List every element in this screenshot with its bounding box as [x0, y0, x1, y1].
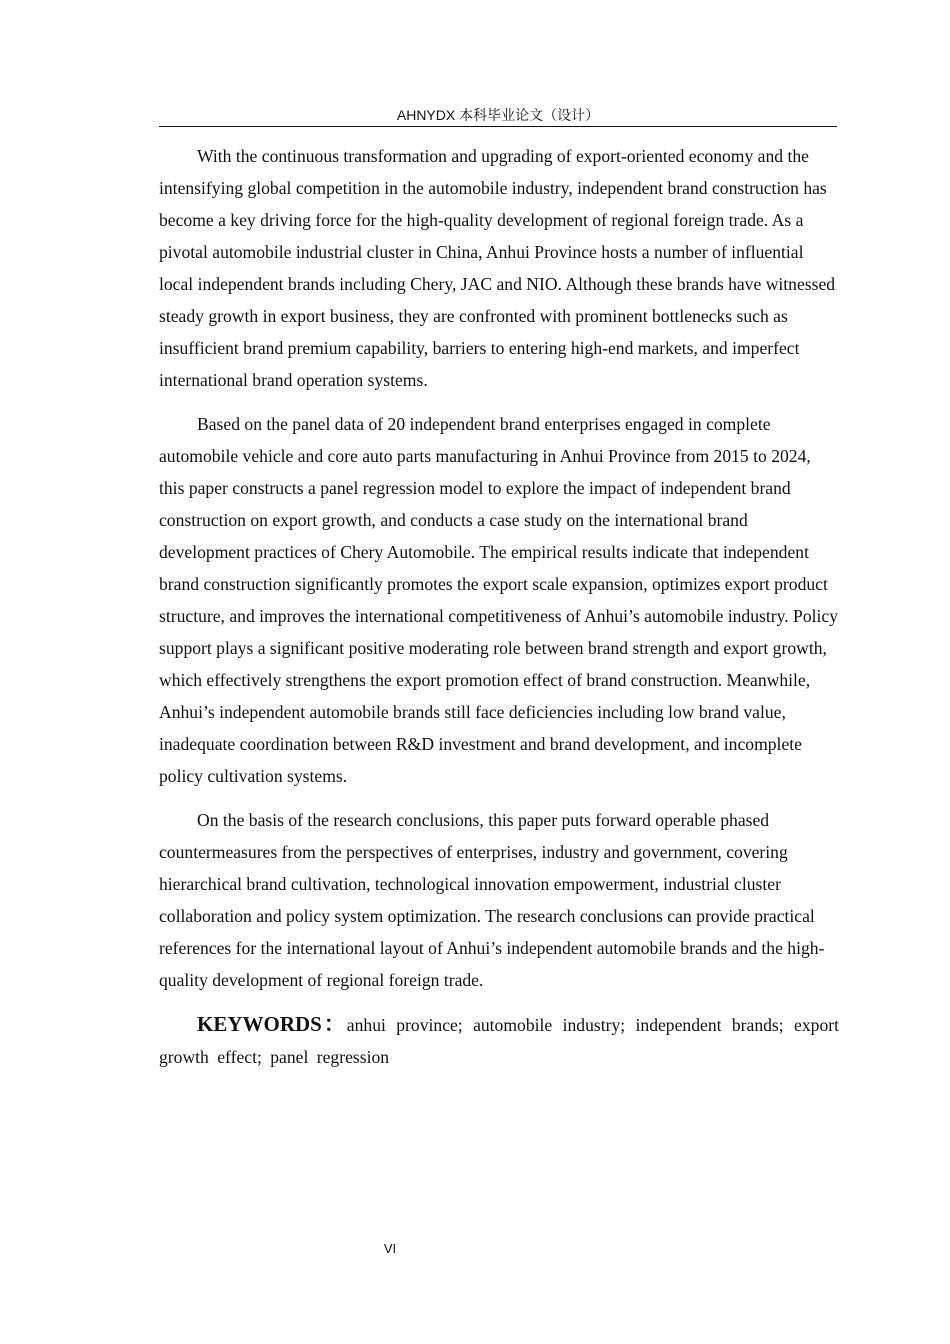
page-number: VI — [383, 1241, 397, 1256]
keywords-text: anhui province; automobile industry; independent brands; export growth effect; panel regression — [159, 1015, 839, 1067]
header-rule — [159, 126, 837, 127]
abstract-paragraph-1: With the continuous transformation and upgrading of export-oriented economy and the intensifying global competition in the automobile industry, independent brand construction has become a key driving force for the high-quality development of regional foreign trade. As a pivotal automobile industrial cluster in China, Anhui Province hosts a number of influential local independent brands including Chery, JAC and NIO. Although these brands have witnessed steady growth in export business, they are confronted with prominent bottlenecks such as insufficient brand premium capability, barriers to entering high-end markets, and imperfect international brand operation systems. — [159, 146, 836, 390]
running-header: AHNYDX 本科毕业论文（设计） — [396, 107, 600, 123]
abstract-body — [159, 140, 839, 1073]
abstract-paragraph-2: Based on the panel data of 20 independent brand enterprises engaged in complete automobile vehicle and core auto parts manufacturing in Anhui Province from 2015 to 2024, this paper constructs a panel regression model to explore the impact of independent brand construction on export growth, and conducts a case study on the international brand development practices of Chery Automobile. The empirical results indicate that independent brand construction significantly promotes the export scale expansion, optimizes export product structure, and improves the international competitiveness of Anhui’s automobile industry. Policy support plays a significant positive moderating role between brand strength and export growth, which effectively strengthens the export promotion effect of brand construction. Meanwhile, Anhui’s independent automobile brands still face deficiencies including low brand value, inadequate coordination between R&D investment and brand development, and incomplete policy cultivation systems. — [159, 414, 839, 786]
keywords-line — [159, 1008, 839, 1073]
keywords-label: KEYWORDS： — [197, 1012, 347, 1036]
abstract-paragraph-3: On the basis of the research conclusions, this paper puts forward operable phased countermeasures from the perspectives of enterprises, industry and government, covering hierarchical brand cultivation, technological innovation empowerment, industrial cluster collaboration and policy system optimization. The research conclusions can provide practical references for the international layout of Anhui’s independent automobile brands and the high-quality development of regional foreign trade. — [159, 810, 825, 990]
